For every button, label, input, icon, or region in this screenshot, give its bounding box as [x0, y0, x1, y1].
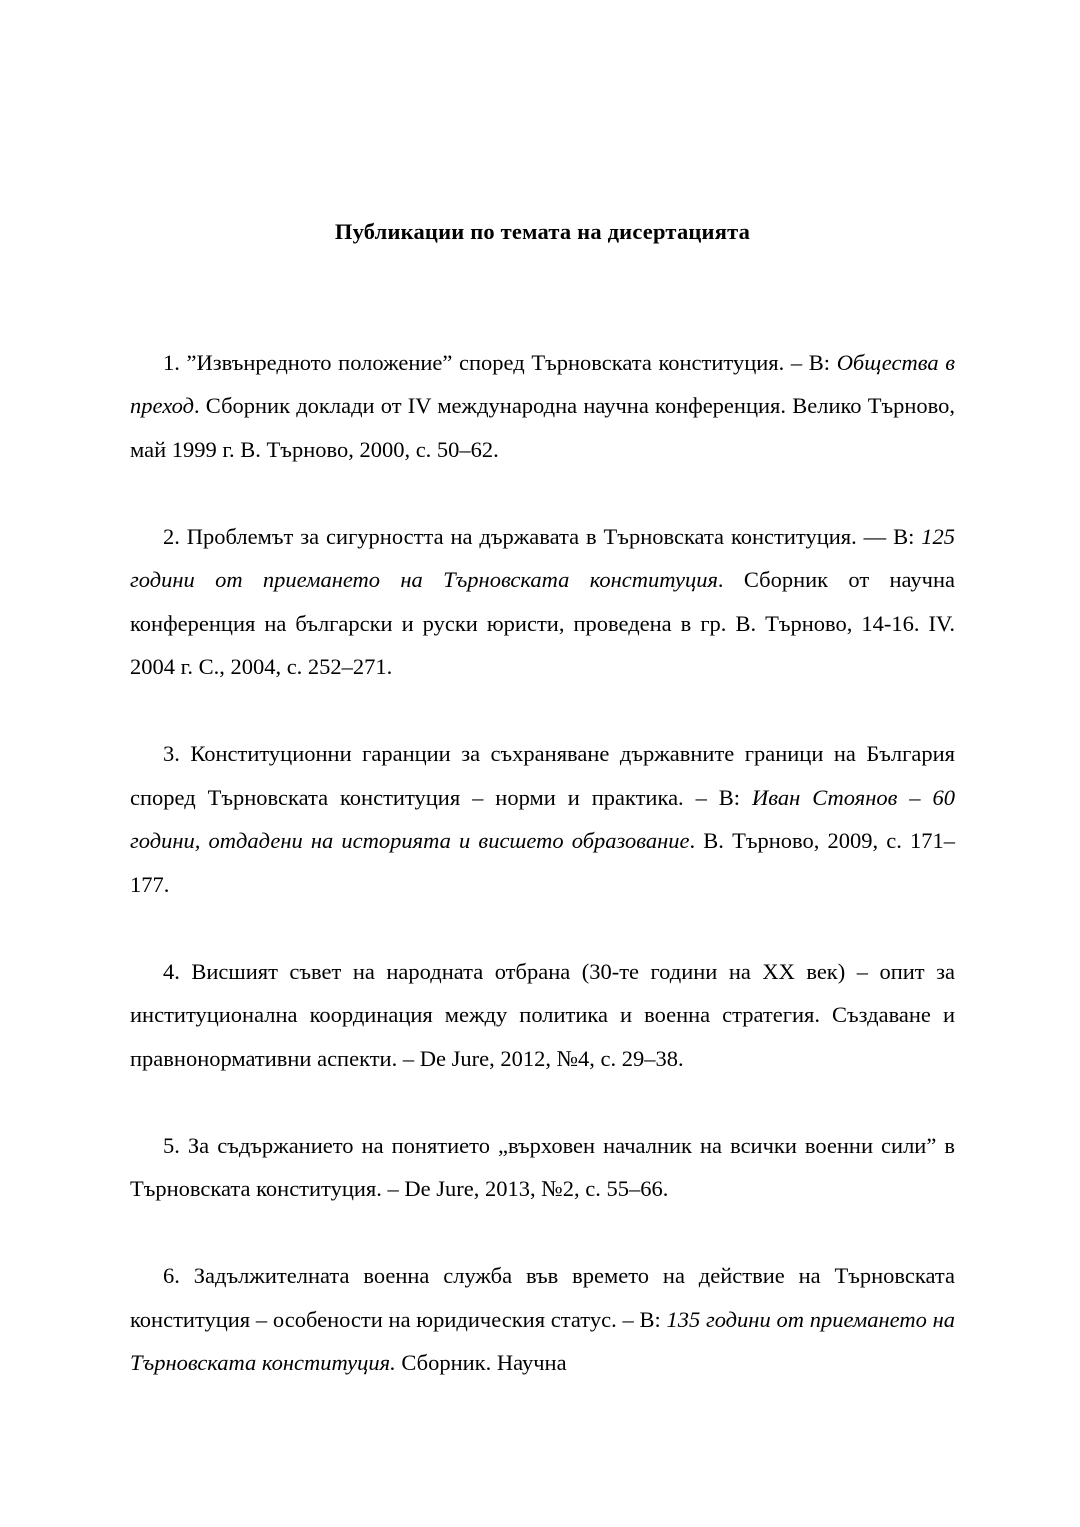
entry-text-segment: Общества в преход	[130, 349, 955, 418]
entry-text-segment: . В. Търново, 2009, с. 171–177.	[130, 828, 956, 897]
publication-entry	[130, 950, 955, 1081]
entry-text-segment: 2. Проблемът за сигурността на държавата в Търновската конституция. — В:	[163, 523, 922, 549]
document-title: Публикации по темата на дисертацията	[334, 219, 751, 244]
publication-entry	[130, 515, 955, 689]
entry-text-segment: . Сборник доклади от IV международна научна конференция. Велико Търново, май 1999 г. В. Търново, 2000, с. 50–62.	[130, 393, 955, 462]
entry-text-segment: 3. Конституционни гаранции за съхраняване държавните граници на България според Търновската конституция – норми и практика. – В:	[130, 741, 955, 810]
document-content	[130, 210, 955, 1385]
entry-text-segment: 135 години от приемането на Търновската конституция.	[130, 1306, 955, 1375]
entry-text-segment: Сборник. Научна	[395, 1350, 567, 1375]
publication-list	[130, 341, 955, 1385]
entry-text-segment: 125 години от приемането на Търновската конституция	[130, 523, 955, 592]
publication-entry	[130, 341, 955, 472]
entry-text-segment: Иван Стоянов – 60 години, отдадени на историята и висшето образование	[130, 784, 955, 853]
publication-entry	[130, 1124, 955, 1211]
publication-entry	[130, 1254, 955, 1385]
entry-text-segment: 4. Висшият съвет на народната отбрана (30-те години на ХХ век) – опит за институционална координация между политика и военна стратегия. Създаване и правнонормативни аспекти. – De Jure, 2012, №4, с. 29–38.	[130, 958, 955, 1071]
entry-text-segment: 1. ”Извънредното положение” според Търновската конституция. – В:	[163, 349, 837, 375]
entry-text-segment: . Сборник от научна конференция на български и руски юристи, проведена в гр. В. Търново, 14-16. IV. 2004 г. С., 2004, с. 252–271.	[130, 567, 955, 679]
entry-text-segment: 6. Задължителната военна служба във времето на действие на Търновската конституция – особености на юридическия статус. – В:	[130, 1263, 955, 1332]
publication-entry	[130, 732, 955, 906]
entry-text-segment: 5. За съдържанието на понятието „върховен началник на всички военни сили” в Търновската конституция. – De Jure, 2013, №2, с. 55–66.	[130, 1132, 955, 1201]
